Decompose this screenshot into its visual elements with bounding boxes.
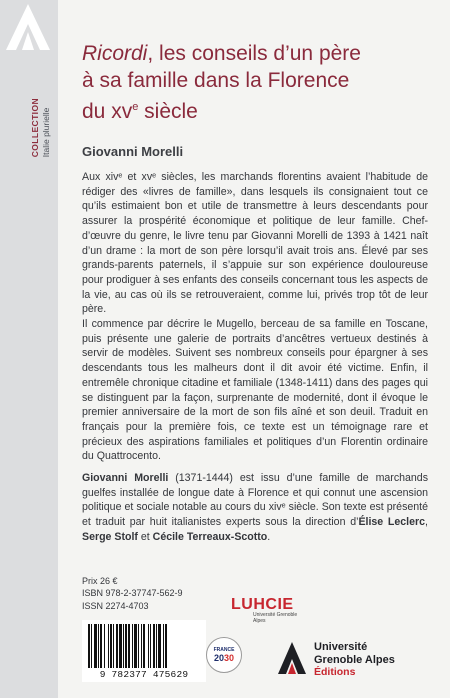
barcode xyxy=(82,620,206,682)
barcode-bars-icon xyxy=(86,624,202,668)
book-metadata xyxy=(82,575,183,612)
collection-title: COLLECTION xyxy=(30,98,40,158)
uga-publisher-name xyxy=(314,641,395,679)
bio-separator: , xyxy=(425,516,428,529)
bio-separator: et xyxy=(137,530,153,543)
uga-line: Éditions xyxy=(314,666,356,678)
year-part: 20 xyxy=(213,653,224,663)
book-title xyxy=(82,40,432,125)
uga-logo-icon xyxy=(277,641,307,675)
france-year xyxy=(207,653,241,663)
uga-line: Grenoble Alpes xyxy=(314,653,395,666)
bio-text: (1371-1444) est issu d’une famille de marchands guelfes installée de longue date à Florence et qui connut une ascension politique et sociale notable au cours du xivᵉ siècle. Son texte est présenté et traduit par huit italianistes experts sous la direction d’ xyxy=(82,472,428,529)
author-name: Giovanni Morelli xyxy=(82,144,184,159)
collection-label xyxy=(30,98,52,157)
title-italic: Ricordi xyxy=(82,42,148,65)
editor-name: Élise Leclerc xyxy=(358,516,426,529)
luhcie-subtitle: Université Grenoble Alpes xyxy=(253,612,298,624)
isbn: ISBN 978-2-37747-562-9 xyxy=(82,588,183,599)
title-superscript: e xyxy=(132,101,139,113)
summary-paragraph-1: Aux xivᵉ et xvᵉ siècles, les marchands florentins avaient l’habitude de rédiger des «livres de famille», dans lesquels ils consignaient tout ce qu’ils estimaient bon et utile de transmettre à leurs descendants pour assurer la prospérité économique et politique de leur famille. Chef-d’œuvre du genre, le livre tenu par Giovanni Morelli de 1393 à 1421 naît d’un drame : la mort de son père lorsqu’il avait trois ans. Élevé par ses grands-parents paternels, il s’appuie sur son expérience douloureuse pour prodiguer à ses enfants des conseils concernant tous les aspects de la vie, au cas où ils se retrouveraient, comme lui, privés trop tôt de leur père. xyxy=(82,171,428,316)
france-2030-logo xyxy=(206,637,242,673)
issn: ISSN 2274-4703 xyxy=(82,600,149,611)
bio-author-name: Giovanni Morelli xyxy=(82,472,169,484)
series-name: Italie plurielle xyxy=(41,107,51,158)
title-part-2: à sa famille dans la Florence xyxy=(82,69,350,92)
editor-name: Serge Stolf xyxy=(82,530,138,543)
luhcie-logo xyxy=(231,596,301,626)
year-part: 30 xyxy=(224,653,235,663)
price: Prix 26 € xyxy=(82,576,118,586)
spine-strip xyxy=(0,0,58,698)
france-label: FRANCE xyxy=(213,647,235,653)
luhcie-name: LUHCIE xyxy=(231,596,294,613)
title-part-4: siècle xyxy=(138,100,198,123)
uga-line: Université xyxy=(314,641,368,653)
title-part-3: du xv xyxy=(82,100,133,123)
publisher-logo-icon xyxy=(4,2,52,52)
bio-end: . xyxy=(267,530,271,543)
editor-name: Cécile Terreaux-Scotto xyxy=(152,530,268,543)
summary-paragraph-2: Il commence par décrire le Mugello, berceau de sa famille en Toscane, puis présente une galerie de portraits d’ancêtres vertueux destinés à servir de modèles. Suivent ses nombreux conseils pour épargner à ses descendants tous les malheurs dont il dit avoir été victime. Enfin, il entremêle chronique citadine et familiale (1348-1411) dans des pages qui se distinguent par la façon, surprenante de modernité, dont il évoque le premier anniversaire de la mort de son fils aîné et son deuil. Traduit en français pour la première fois, ce texte est un témoignage rare et précieux des aspirations familiales et politiques d’un Florentin ordinaire du Quattrocento. xyxy=(82,318,428,463)
barcode-number: 9 782377 475629 xyxy=(99,669,189,680)
title-part-1: , les conseils d’un père xyxy=(147,42,361,65)
summary-text xyxy=(82,170,428,464)
author-bio xyxy=(82,471,428,545)
